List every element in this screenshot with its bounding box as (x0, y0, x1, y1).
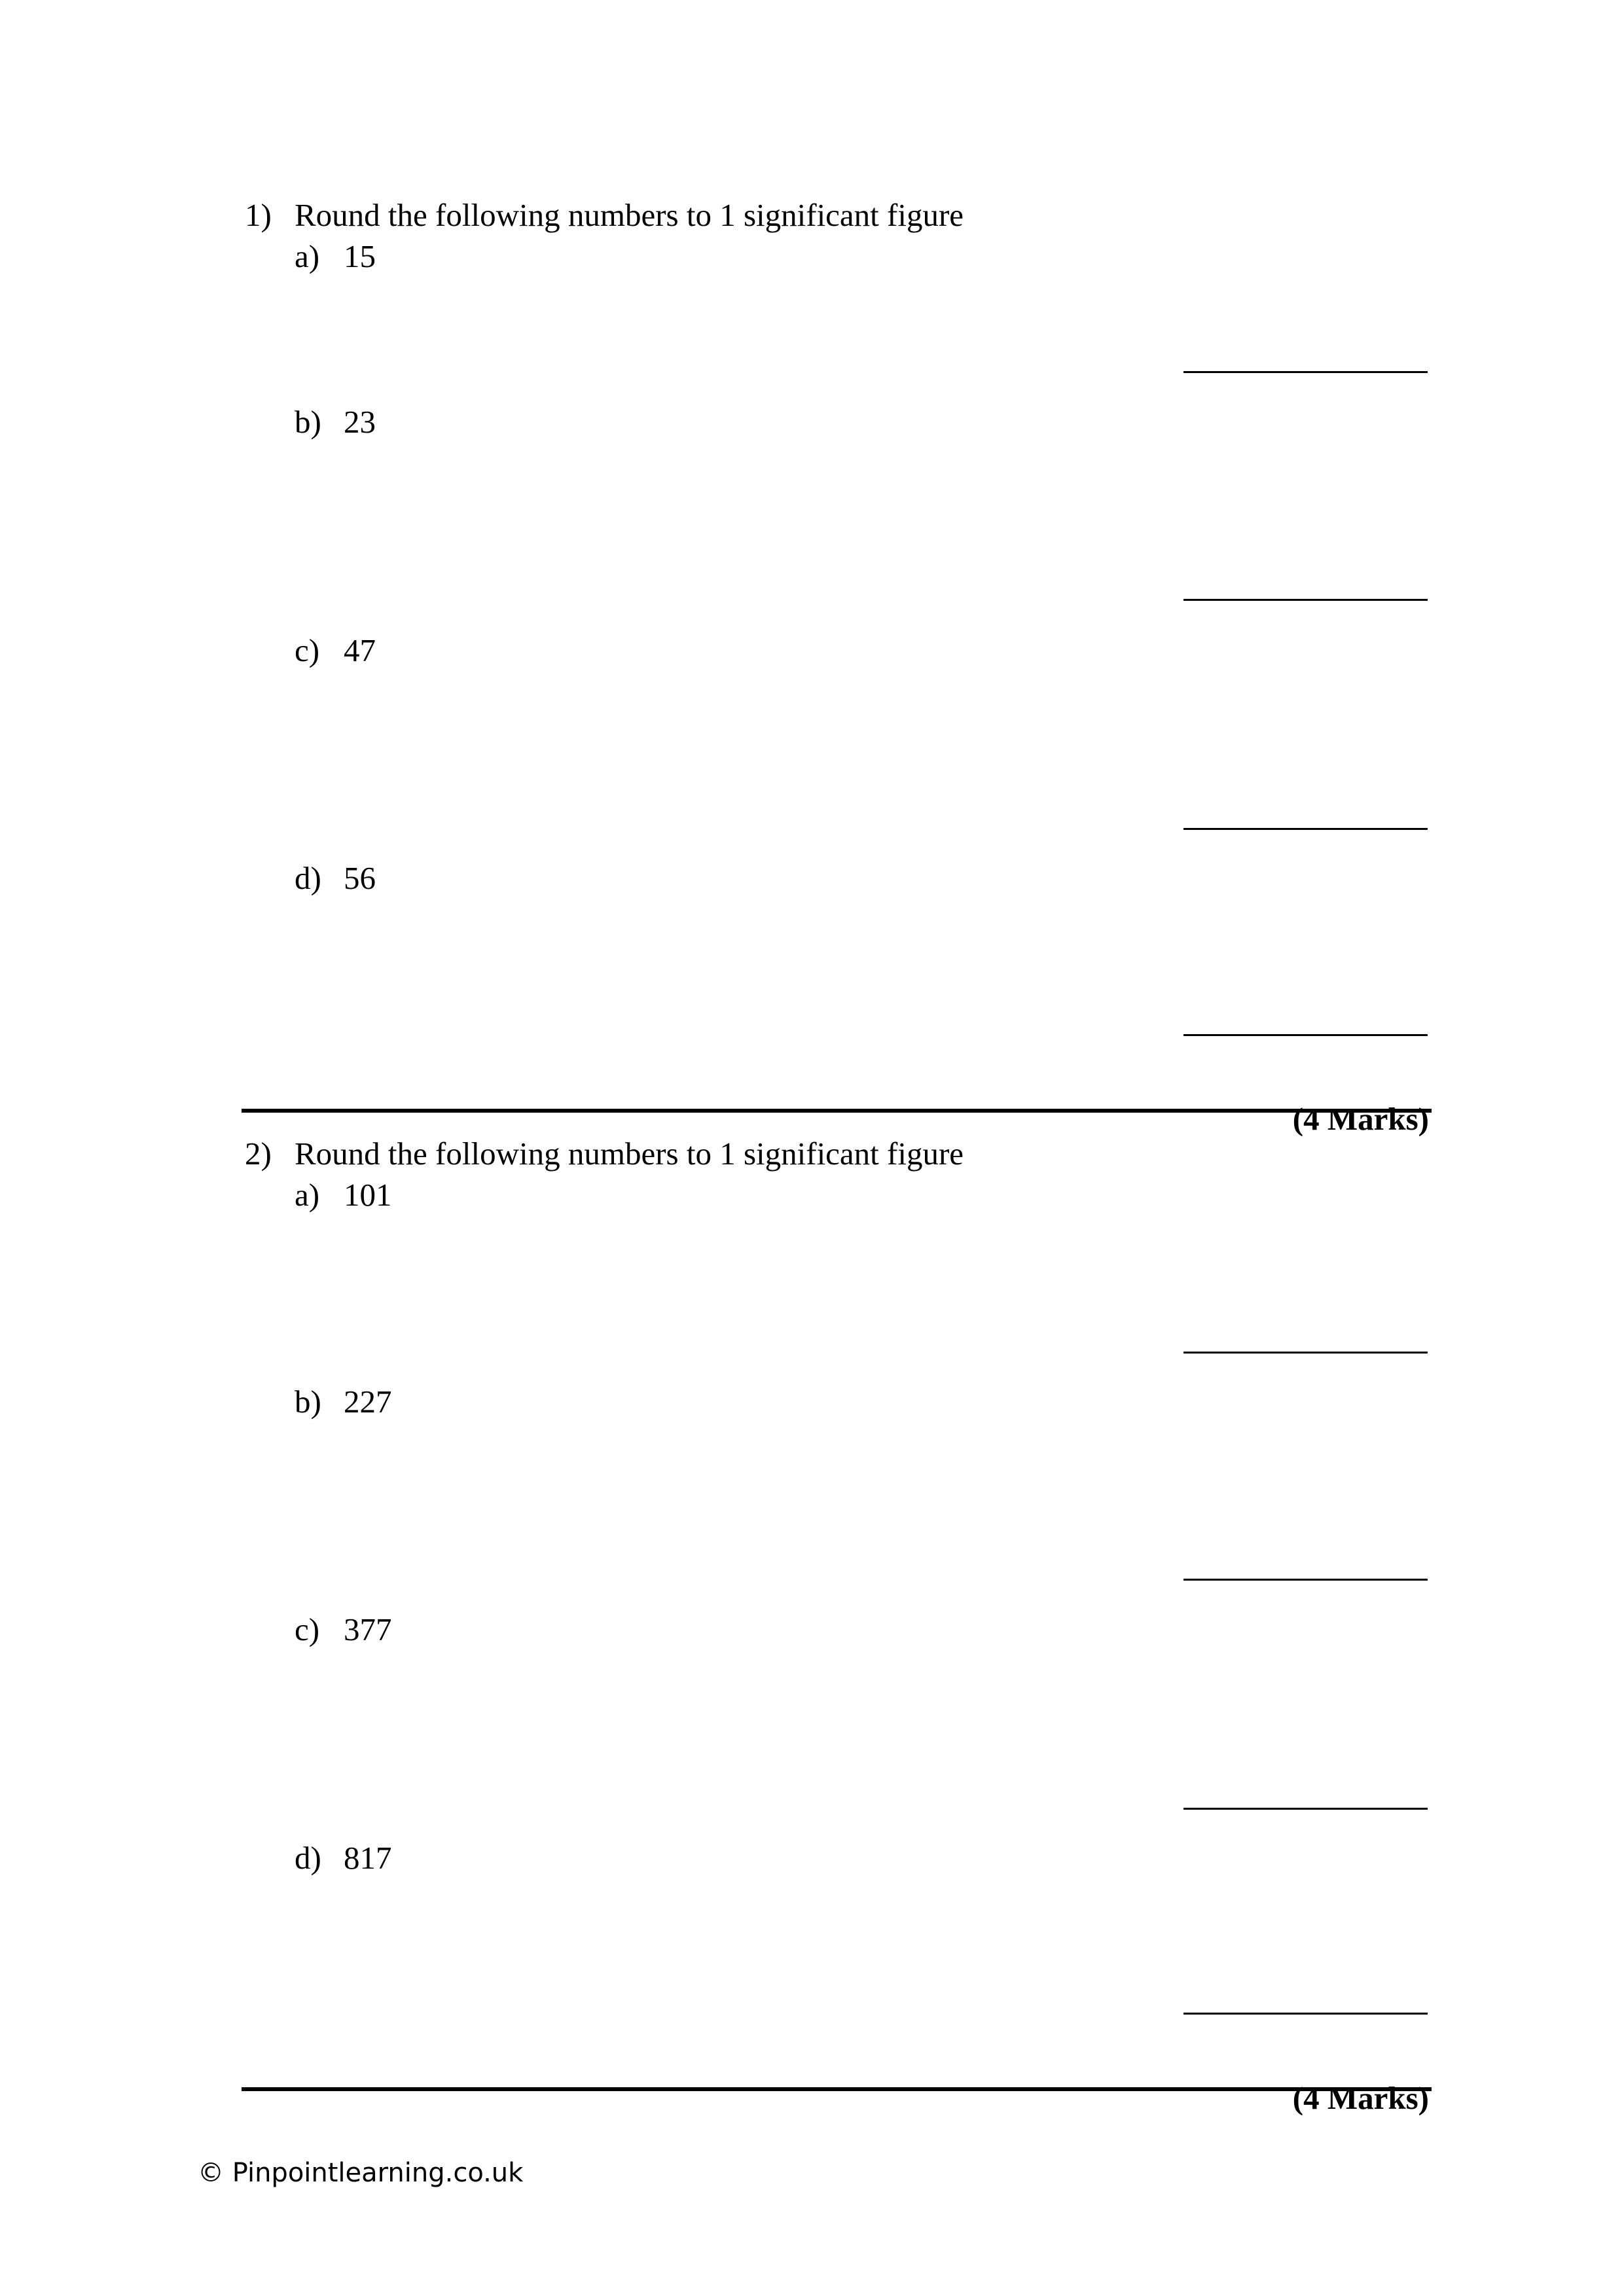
copyright-footer: © Pinpointlearning.co.uk (198, 2158, 524, 2188)
question-stem: Round the following numbers to 1 significant figure (295, 1136, 964, 1172)
answer-line-c[interactable] (1183, 828, 1428, 830)
answer-line-b[interactable] (1183, 1579, 1428, 1581)
answer-line-c[interactable] (1183, 1808, 1428, 1810)
part-label-d: d) (295, 1840, 321, 1876)
answer-line-a[interactable] (1183, 1352, 1428, 1354)
answer-line-d[interactable] (1183, 1034, 1428, 1036)
part-value-d: 56 (344, 860, 376, 896)
question-number: 1) (245, 197, 272, 233)
question-stem: Round the following numbers to 1 significant figure (295, 197, 964, 233)
part-value-d: 817 (344, 1840, 392, 1876)
part-label-a: a) (295, 238, 320, 274)
question-number: 2) (245, 1136, 272, 1172)
part-label-b: b) (295, 1384, 321, 1420)
answer-line-b[interactable] (1183, 599, 1428, 601)
answer-line-d[interactable] (1183, 2013, 1428, 2015)
part-value-c: 47 (344, 632, 376, 668)
answer-line-a[interactable] (1183, 371, 1428, 373)
part-label-c: c) (295, 1611, 320, 1647)
section-divider (242, 1109, 1432, 1113)
part-value-b: 227 (344, 1384, 392, 1420)
part-value-a: 101 (344, 1177, 392, 1213)
part-label-b: b) (295, 404, 321, 440)
section-divider (242, 2087, 1432, 2091)
part-value-c: 377 (344, 1611, 392, 1647)
part-value-b: 23 (344, 404, 376, 440)
part-label-a: a) (295, 1177, 320, 1213)
marks-label: (4 Marks) (1292, 1101, 1429, 1137)
part-value-a: 15 (344, 238, 376, 274)
marks-label: (4 Marks) (1292, 2080, 1429, 2116)
part-label-c: c) (295, 632, 320, 668)
part-label-d: d) (295, 860, 321, 896)
